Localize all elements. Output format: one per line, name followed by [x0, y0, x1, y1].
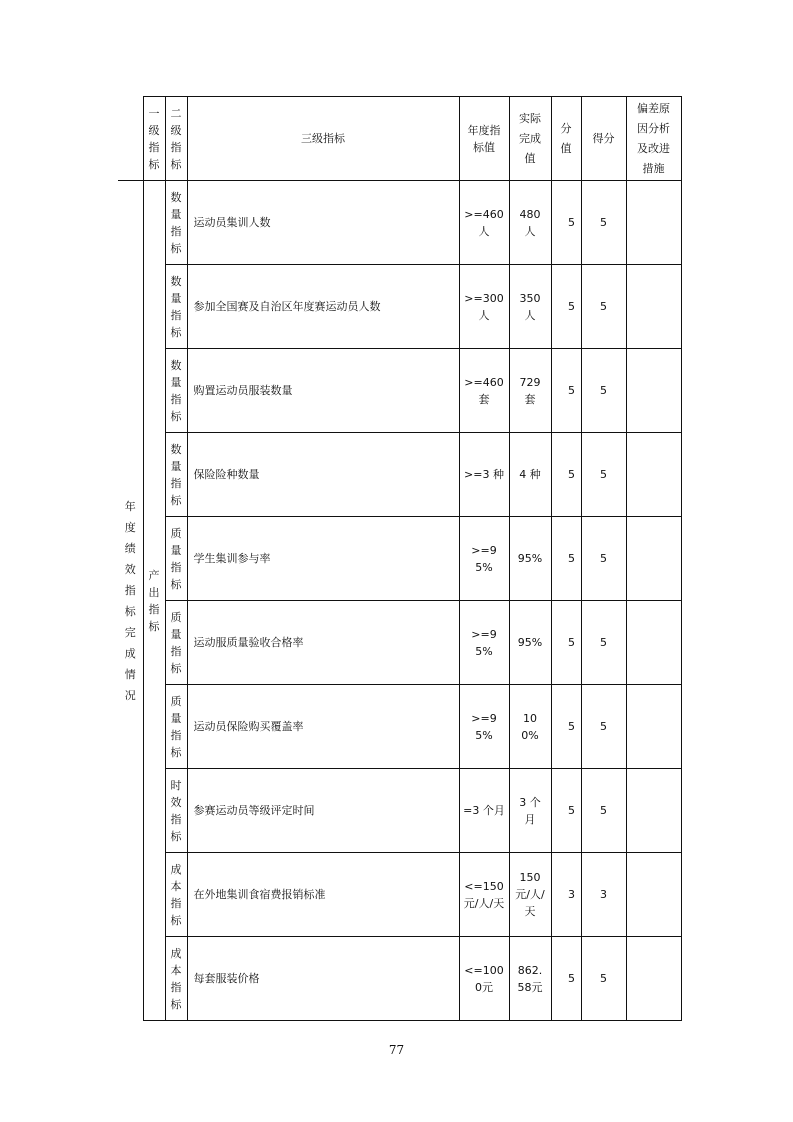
- table-header-row: [118, 97, 681, 181]
- score-text: 3: [568, 888, 575, 901]
- level2-cell: [165, 265, 187, 349]
- header-level2: 二级指标: [165, 97, 187, 181]
- reason-cell: [626, 349, 681, 433]
- table-row: [118, 349, 681, 433]
- score-text: 5: [568, 804, 575, 817]
- reason-cell: [626, 853, 681, 937]
- score-cell: [551, 937, 581, 1021]
- level2-cell: [165, 517, 187, 601]
- table-row: [118, 853, 681, 937]
- target-cell: [459, 517, 509, 601]
- table-row: [118, 181, 681, 265]
- level3-text: 每套服装价格: [193, 972, 260, 985]
- actual-cell: [509, 433, 551, 517]
- target-text: =3 个月: [463, 804, 505, 817]
- level2-cell: [165, 685, 187, 769]
- table-row: [118, 769, 681, 853]
- level2-text: 质量指标: [170, 526, 182, 591]
- score-text: 5: [568, 384, 575, 397]
- level2-cell: [165, 433, 187, 517]
- score-text: 5: [568, 300, 575, 313]
- level3-text: 运动服质量验收合格率: [193, 636, 304, 649]
- level3-cell: [187, 937, 459, 1021]
- level2-text: 数量指标: [170, 190, 182, 255]
- reason-cell: [626, 517, 681, 601]
- got-text: 5: [600, 636, 607, 649]
- score-text: 5: [568, 216, 575, 229]
- target-cell: [459, 181, 509, 265]
- page-number: 77: [388, 1043, 405, 1057]
- target-cell: [459, 265, 509, 349]
- got-cell: [581, 853, 626, 937]
- reason-cell: [626, 937, 681, 1021]
- got-cell: [581, 265, 626, 349]
- target-cell: [459, 685, 509, 769]
- actual-cell: [509, 769, 551, 853]
- actual-text: 3 个月: [519, 795, 541, 826]
- target-cell: [459, 349, 509, 433]
- score-cell: [551, 685, 581, 769]
- level2-text: 质量指标: [170, 694, 182, 759]
- reason-cell: [626, 181, 681, 265]
- got-text: 5: [600, 804, 607, 817]
- score-cell: [551, 601, 581, 685]
- level2-text: 成本指标: [170, 862, 182, 927]
- actual-text: 95%: [517, 552, 543, 565]
- target-cell: [459, 853, 509, 937]
- level3-text: 保险险种数量: [193, 468, 260, 481]
- score-text: 5: [568, 720, 575, 733]
- section-label-cell: [118, 181, 143, 1021]
- level3-text: 运动员集训人数: [193, 216, 271, 229]
- actual-text: 100%: [521, 711, 539, 742]
- actual-cell: [509, 349, 551, 433]
- target-cell: [459, 601, 509, 685]
- got-text: 5: [600, 972, 607, 985]
- got-cell: [581, 181, 626, 265]
- got-cell: [581, 685, 626, 769]
- score-cell: [551, 265, 581, 349]
- header-level1: 一级指标: [143, 97, 165, 181]
- level3-cell: [187, 685, 459, 769]
- actual-text: 4 种: [519, 468, 541, 481]
- level1-label-cell: [143, 181, 165, 1021]
- table-row: [118, 601, 681, 685]
- got-text: 5: [600, 552, 607, 565]
- level2-cell: [165, 349, 187, 433]
- target-text: <=150元/人/天: [463, 879, 505, 910]
- score-cell: [551, 181, 581, 265]
- target-text: >=95%: [471, 711, 497, 742]
- target-cell: [459, 433, 509, 517]
- header-actual: 实际完成值: [509, 97, 551, 181]
- level3-cell: [187, 265, 459, 349]
- level2-text: 质量指标: [170, 610, 182, 675]
- table-row: [118, 433, 681, 517]
- level2-cell: [165, 937, 187, 1021]
- reason-cell: [626, 769, 681, 853]
- level3-cell: [187, 517, 459, 601]
- level2-cell: [165, 181, 187, 265]
- got-text: 5: [600, 468, 607, 481]
- header-reason: 偏差原因分析及改进措施: [626, 97, 681, 181]
- score-cell: [551, 349, 581, 433]
- header-target: 年度指标值: [459, 97, 509, 181]
- section-label: 年度绩效指标完成情况: [124, 499, 136, 702]
- actual-cell: [509, 853, 551, 937]
- got-cell: [581, 601, 626, 685]
- actual-text: 150元/人/天: [515, 871, 545, 918]
- level2-cell: [165, 769, 187, 853]
- actual-text: 729套: [519, 375, 541, 406]
- level3-cell: [187, 181, 459, 265]
- score-cell: [551, 433, 581, 517]
- target-text: >=95%: [471, 627, 497, 658]
- reason-cell: [626, 433, 681, 517]
- level2-text: 数量指标: [170, 442, 182, 507]
- level3-cell: [187, 853, 459, 937]
- got-cell: [581, 349, 626, 433]
- got-cell: [581, 517, 626, 601]
- target-text: >=3 种: [464, 468, 504, 481]
- target-text: >=300人: [464, 291, 504, 322]
- got-cell: [581, 769, 626, 853]
- actual-text: 480人: [519, 207, 541, 238]
- target-text: >=95%: [471, 543, 497, 574]
- level3-cell: [187, 769, 459, 853]
- level3-cell: [187, 601, 459, 685]
- header-score: 分值: [551, 97, 581, 181]
- actual-text: 95%: [517, 636, 543, 649]
- actual-cell: [509, 265, 551, 349]
- level1-label: 产出指标: [148, 568, 160, 633]
- level3-text: 在外地集训食宿费报销标准: [193, 888, 326, 901]
- level3-text: 学生集训参与率: [193, 552, 271, 565]
- got-text: 5: [600, 720, 607, 733]
- score-cell: [551, 517, 581, 601]
- level2-text: 成本指标: [170, 946, 182, 1011]
- level3-cell: [187, 349, 459, 433]
- got-text: 5: [600, 300, 607, 313]
- reason-cell: [626, 601, 681, 685]
- score-text: 5: [568, 636, 575, 649]
- level3-text: 购置运动员服装数量: [193, 384, 293, 397]
- score-cell: [551, 769, 581, 853]
- score-text: 5: [568, 468, 575, 481]
- reason-cell: [626, 265, 681, 349]
- header-level3: 三级指标: [187, 97, 459, 181]
- table-row: [118, 265, 681, 349]
- level3-text: 参加全国赛及自治区年度赛运动员人数: [193, 300, 381, 313]
- target-text: >=460套: [464, 375, 504, 406]
- table-row: [118, 517, 681, 601]
- level2-text: 数量指标: [170, 274, 182, 339]
- actual-cell: [509, 517, 551, 601]
- level3-cell: [187, 433, 459, 517]
- level2-cell: [165, 601, 187, 685]
- target-cell: [459, 937, 509, 1021]
- performance-table: [118, 96, 682, 1021]
- score-cell: [551, 853, 581, 937]
- actual-text: 350人: [519, 291, 541, 322]
- actual-cell: [509, 601, 551, 685]
- score-text: 5: [568, 972, 575, 985]
- score-text: 5: [568, 552, 575, 565]
- level2-text: 时效指标: [170, 778, 182, 843]
- table-row: [118, 937, 681, 1021]
- actual-cell: [509, 685, 551, 769]
- target-text: >=460人: [464, 207, 504, 238]
- got-text: 5: [600, 216, 607, 229]
- got-text: 5: [600, 384, 607, 397]
- got-text: 3: [600, 888, 607, 901]
- header-got: 得分: [581, 97, 626, 181]
- level3-text: 参赛运动员等级评定时间: [193, 804, 315, 817]
- actual-cell: [509, 937, 551, 1021]
- got-cell: [581, 433, 626, 517]
- actual-cell: [509, 181, 551, 265]
- reason-cell: [626, 685, 681, 769]
- level3-text: 运动员保险购买覆盖率: [193, 720, 304, 733]
- actual-text: 862.58元: [517, 963, 543, 994]
- target-text: <=1000元: [464, 963, 504, 994]
- table-row: [118, 685, 681, 769]
- target-cell: [459, 769, 509, 853]
- header-blank-cell: [118, 97, 143, 181]
- level2-text: 数量指标: [170, 358, 182, 423]
- got-cell: [581, 937, 626, 1021]
- level2-cell: [165, 853, 187, 937]
